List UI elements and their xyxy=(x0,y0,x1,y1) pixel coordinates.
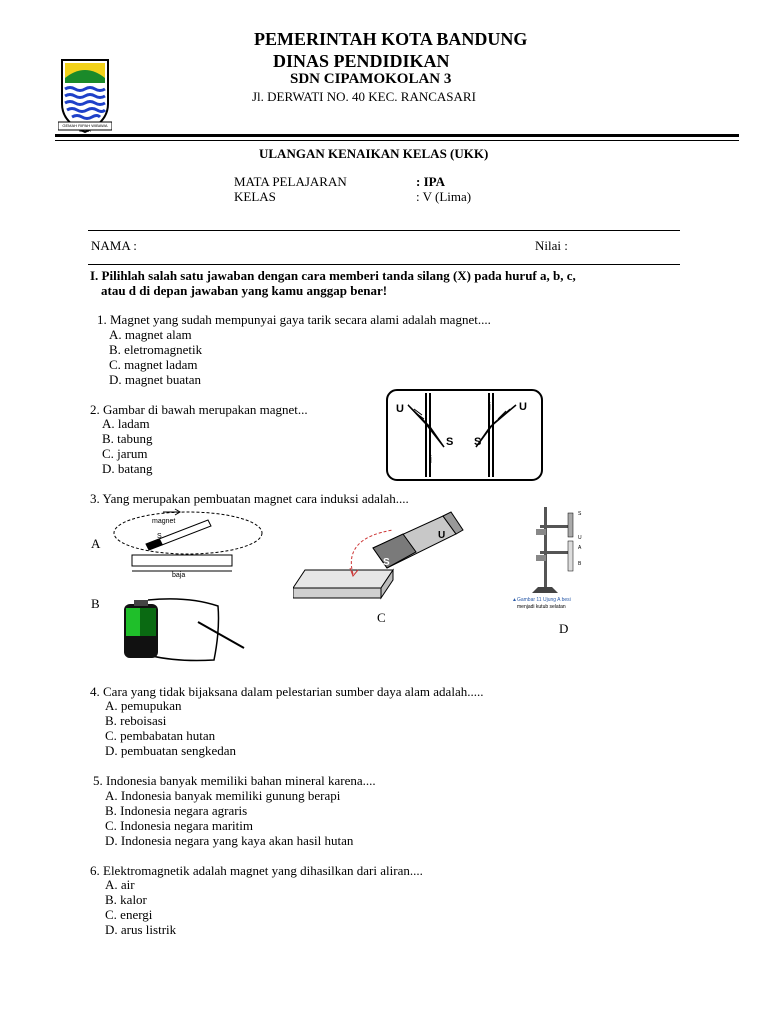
figure-d-u-label: U xyxy=(578,535,582,541)
q4-option-c[interactable]: C. pembabatan hutan xyxy=(105,728,216,743)
question-6: 6. Elektromagnetik adalah magnet yang dihasilkan dari aliran.... xyxy=(90,863,423,878)
compass-left-i: i xyxy=(429,454,433,466)
q3-option-a[interactable]: A xyxy=(91,536,101,551)
compass-left-u: U xyxy=(396,403,404,415)
figure-d-caption-1: ▲Gambar 11 Ujung A besi xyxy=(512,597,571,603)
q5-option-c[interactable]: C. Indonesia negara maritim xyxy=(105,818,254,833)
q5-option-a[interactable]: A. Indonesia banyak memiliki gunung berapi xyxy=(105,788,341,803)
figure-b-battery xyxy=(118,596,248,664)
class-label: KELAS xyxy=(234,189,276,204)
compass-right-i: i xyxy=(488,401,492,413)
q6-option-a[interactable]: A. air xyxy=(105,877,135,892)
figure-d-caption-2: menjadi kutub selatan xyxy=(517,604,566,610)
header-government: PEMERINTAH KOTA BANDUNG xyxy=(254,29,528,49)
figure-c-s-label: S xyxy=(383,557,390,568)
q4-option-d[interactable]: D. pembuatan sengkedan xyxy=(105,743,237,758)
subject-value: : IPA xyxy=(416,174,446,189)
q2-option-a[interactable]: A. ladam xyxy=(102,416,150,431)
compass-right-s: S xyxy=(474,436,482,448)
compass-left-s: S xyxy=(446,436,454,448)
figure-a-magnet-label: magnet xyxy=(152,518,176,525)
q4-option-a[interactable]: A. pemupukan xyxy=(105,698,182,713)
q3-option-c[interactable]: C xyxy=(377,610,386,625)
q1-option-d[interactable]: D. magnet buatan xyxy=(109,372,202,387)
q5-option-d[interactable]: D. Indonesia negara yang kaya akan hasil hutan xyxy=(105,833,354,848)
compass-right-u: U xyxy=(519,401,527,413)
header-school-name: SDN CIPAMOKOLAN 3 xyxy=(290,71,452,87)
q6-option-b[interactable]: B. kalor xyxy=(105,892,147,907)
figure-c-magnet-bar xyxy=(293,508,468,600)
figure-c-u-label: U xyxy=(438,530,446,541)
q6-option-d[interactable]: D. arus listrik xyxy=(105,922,177,937)
figure-a-baja-label: baja xyxy=(172,572,186,579)
figure-a-s-label: S xyxy=(157,533,162,540)
instruction-line2: atau d di depan jawaban yang kamu anggap benar! xyxy=(101,283,388,298)
name-row-bottom-line xyxy=(88,264,680,265)
exam-title: ULANGAN KENAIKAN KELAS (UKK) xyxy=(259,146,489,161)
figure-d-s-label: S xyxy=(578,511,582,517)
subject-label: MATA PELAJARAN xyxy=(234,174,347,189)
instruction-line1: I. Pilihlah salah satu jawaban dengan cara memberi tanda silang (X) pada huruf a, b, c, xyxy=(90,268,576,283)
question-5: 5. Indonesia banyak memiliki bahan mineral karena.... xyxy=(93,773,376,788)
q6-option-c[interactable]: C. energi xyxy=(105,907,153,922)
q4-option-b[interactable]: B. reboisasi xyxy=(105,713,167,728)
q1-option-b[interactable]: B. eletromagnetik xyxy=(109,342,203,357)
q3-option-d[interactable]: D xyxy=(559,621,569,636)
question-1: 1. Magnet yang sudah mempunyai gaya tarik secara alami adalah magnet.... xyxy=(97,312,491,327)
header-divider-thin xyxy=(55,140,739,141)
name-label: NAMA : xyxy=(91,238,137,253)
q3-option-b[interactable]: B xyxy=(91,596,100,611)
q5-option-b[interactable]: B. Indonesia negara agraris xyxy=(105,803,248,818)
q2-option-b[interactable]: B. tabung xyxy=(102,431,153,446)
header-divider-thick xyxy=(55,134,739,137)
figure-a-rubbing xyxy=(108,506,268,580)
header-department: DINAS PENDIDIKAN xyxy=(273,51,450,71)
score-label: Nilai : xyxy=(535,238,568,253)
q2-option-c[interactable]: C. jarum xyxy=(102,446,148,461)
name-row-top-line xyxy=(88,230,680,231)
header-address: Jl. DERWATI NO. 40 KEC. RANCASARI xyxy=(252,89,476,104)
q2-option-d[interactable]: D. batang xyxy=(102,461,153,476)
figure-d-a-label: A xyxy=(578,545,582,551)
question-2: 2. Gambar di bawah merupakan magnet... xyxy=(90,402,308,417)
logo-motto: GEMAH RIPAH WIBAWA MUKTI xyxy=(62,123,108,133)
question-3: 3. Yang merupakan pembuatan magnet cara induksi adalah.... xyxy=(90,491,409,506)
figure-d-b-label: B xyxy=(578,561,582,567)
q1-option-a[interactable]: A. magnet alam xyxy=(109,327,192,342)
question-4: 4. Cara yang tidak bijaksana dalam pelestarian sumber daya alam adalah..... xyxy=(90,684,484,699)
figure-d-stand xyxy=(528,505,588,597)
class-value: : V (Lima) xyxy=(416,189,472,204)
q1-option-c[interactable]: C. magnet ladam xyxy=(109,357,198,372)
